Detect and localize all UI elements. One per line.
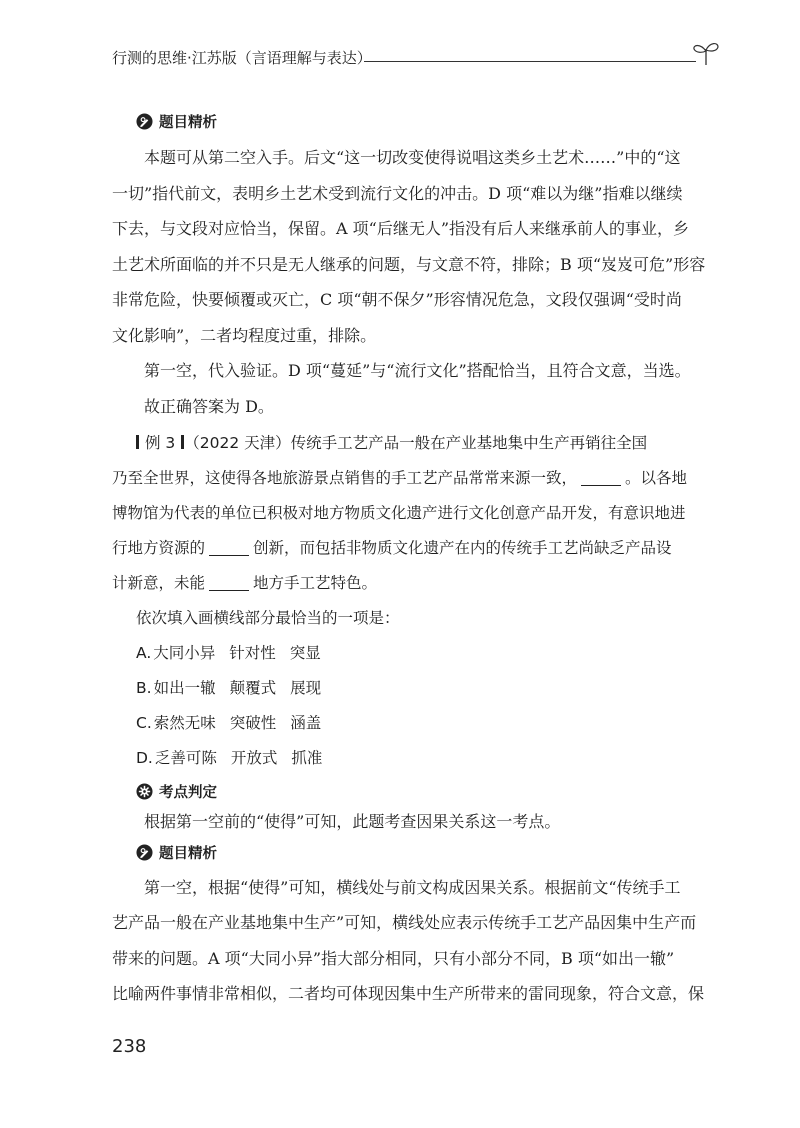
option-word: 开放式 (230, 749, 278, 767)
option-word: 大同小异 (153, 644, 216, 662)
tag-bar-icon (136, 435, 139, 449)
analysis-paragraph (112, 140, 706, 353)
text-line: 比喻两件事情非常相似，二者均可体现因集中生产所带来的雷同现象，符合文意，保 (112, 984, 705, 1003)
option-word: 乏善可陈 (154, 749, 217, 767)
question-prompt: 依次填入画横线部分最恰当的一项是： (136, 609, 400, 627)
example-text: 传统手工艺产品一般在产业基地集中生产再销往全国 (290, 434, 648, 452)
text-line: 艺产品一般在产业基地集中生产”可知，横线处应表示传统手工艺产品因集中生产而 (112, 913, 697, 932)
option-word: 针对性 (229, 644, 276, 662)
example-question (112, 426, 697, 601)
option-a (136, 636, 697, 671)
example-source: （2022 天津） (184, 434, 291, 452)
example-text: 。以各地 (625, 469, 688, 487)
option-c (136, 706, 697, 741)
option-letter: C. (136, 714, 152, 732)
example-text: 地方手工艺特色。 (253, 574, 378, 592)
text-line (136, 426, 697, 461)
example-text: 计新意，未能 (112, 574, 206, 592)
text-line (112, 531, 697, 566)
text-line: 故正确答案为 D。 (144, 396, 274, 416)
text-line: 本题可从第二空入手。后文“这一切改变使得说唱这类乡土艺术……”中的“这 (144, 148, 681, 167)
text-line (112, 566, 697, 601)
text-line: 下去，与文段对应恰当，保留。A 项“后继无人”指没有后人来继承前人的事业，乡 (112, 219, 690, 238)
option-letter: D. (136, 749, 153, 767)
option-letter: A. (136, 644, 152, 662)
section-heading-text: 题目精析 (159, 114, 217, 131)
section-heading-text: 考点判定 (159, 784, 217, 801)
page-number: 238 (112, 1036, 147, 1057)
running-header (112, 45, 722, 75)
section-heading-analysis (136, 108, 697, 134)
text-line: 文化影响”，二者均程度过重，排除。 (112, 325, 377, 345)
example-tag: 例 3 (145, 434, 176, 452)
option-word: 如出一辙 (153, 679, 216, 697)
text-line: 第一空，根据“使得”可知，横线处与前文构成因果关系。根据前文“传统手工 (144, 877, 681, 897)
header-title: 行测的思维·江苏版（言语理解与表达） (112, 49, 372, 67)
text-line: 根据第一空前的“使得”可知，此题考查因果关系这一考点。 (144, 812, 561, 831)
header-rule (364, 61, 696, 62)
option-word: 突显 (289, 644, 321, 662)
analysis-paragraph (112, 353, 697, 389)
option-word: 突破性 (229, 714, 277, 732)
fill-blank (209, 574, 249, 591)
example-text: 行地方资源的 (112, 539, 206, 557)
option-word: 颠覆式 (229, 679, 277, 697)
option-b (136, 671, 697, 706)
page-content (112, 108, 706, 1012)
section-heading-analysis-2 (136, 840, 697, 866)
option-word: 索然无味 (153, 714, 216, 732)
option-word: 展现 (290, 679, 322, 697)
text-line: 土艺术所面临的并不只是无人继承的问题，与文意不符，排除；B 项“岌岌可危”形容 (112, 254, 706, 274)
option-word: 涵盖 (290, 714, 322, 732)
text-line: 博物馆为代表的单位已积极对地方物质文化遗产进行文化创意产品开发，有意识地进 (112, 504, 686, 522)
pen-circle-icon (136, 844, 153, 861)
text-line: 第一空，代入验证。D 项“蔓延”与“流行文化”搭配恰当，且符合文意，当选。 (144, 361, 691, 380)
fill-blank (209, 539, 249, 556)
gear-icon (136, 783, 153, 800)
option-word: 抓准 (291, 749, 323, 767)
analysis-paragraph (112, 870, 705, 1012)
option-d (136, 741, 697, 776)
answer-paragraph (112, 389, 697, 425)
text-line: 带来的问题。A 项“大同小异”指大部分相同，只有小部分不同，B 项“如出一辙” (112, 948, 675, 968)
section-heading-text: 题目精析 (159, 846, 217, 862)
text-line (112, 461, 697, 496)
example-text: 乃至全世界，这使得各地旅游景点销售的手工艺产品常常来源一致， (112, 469, 578, 487)
option-letter: B. (136, 679, 152, 697)
text-line: 非常危险，快要倾覆或灭亡，C 项“朝不保夕”形容情况危急，文段仅强调“受时尚 (112, 290, 682, 309)
text-line: 一切”指代前文，表明乡土艺术受到流行文化的冲击。D 项“难以为继”指难以继续 (112, 183, 683, 203)
example-text: 创新，而包括非物质文化遗产在内的传统手工艺尚缺乏产品设 (253, 539, 672, 557)
section-heading-point (136, 778, 697, 804)
fill-blank (581, 469, 621, 486)
pen-circle-icon (136, 113, 153, 130)
point-paragraph (112, 804, 697, 840)
sprout-icon (690, 39, 722, 67)
